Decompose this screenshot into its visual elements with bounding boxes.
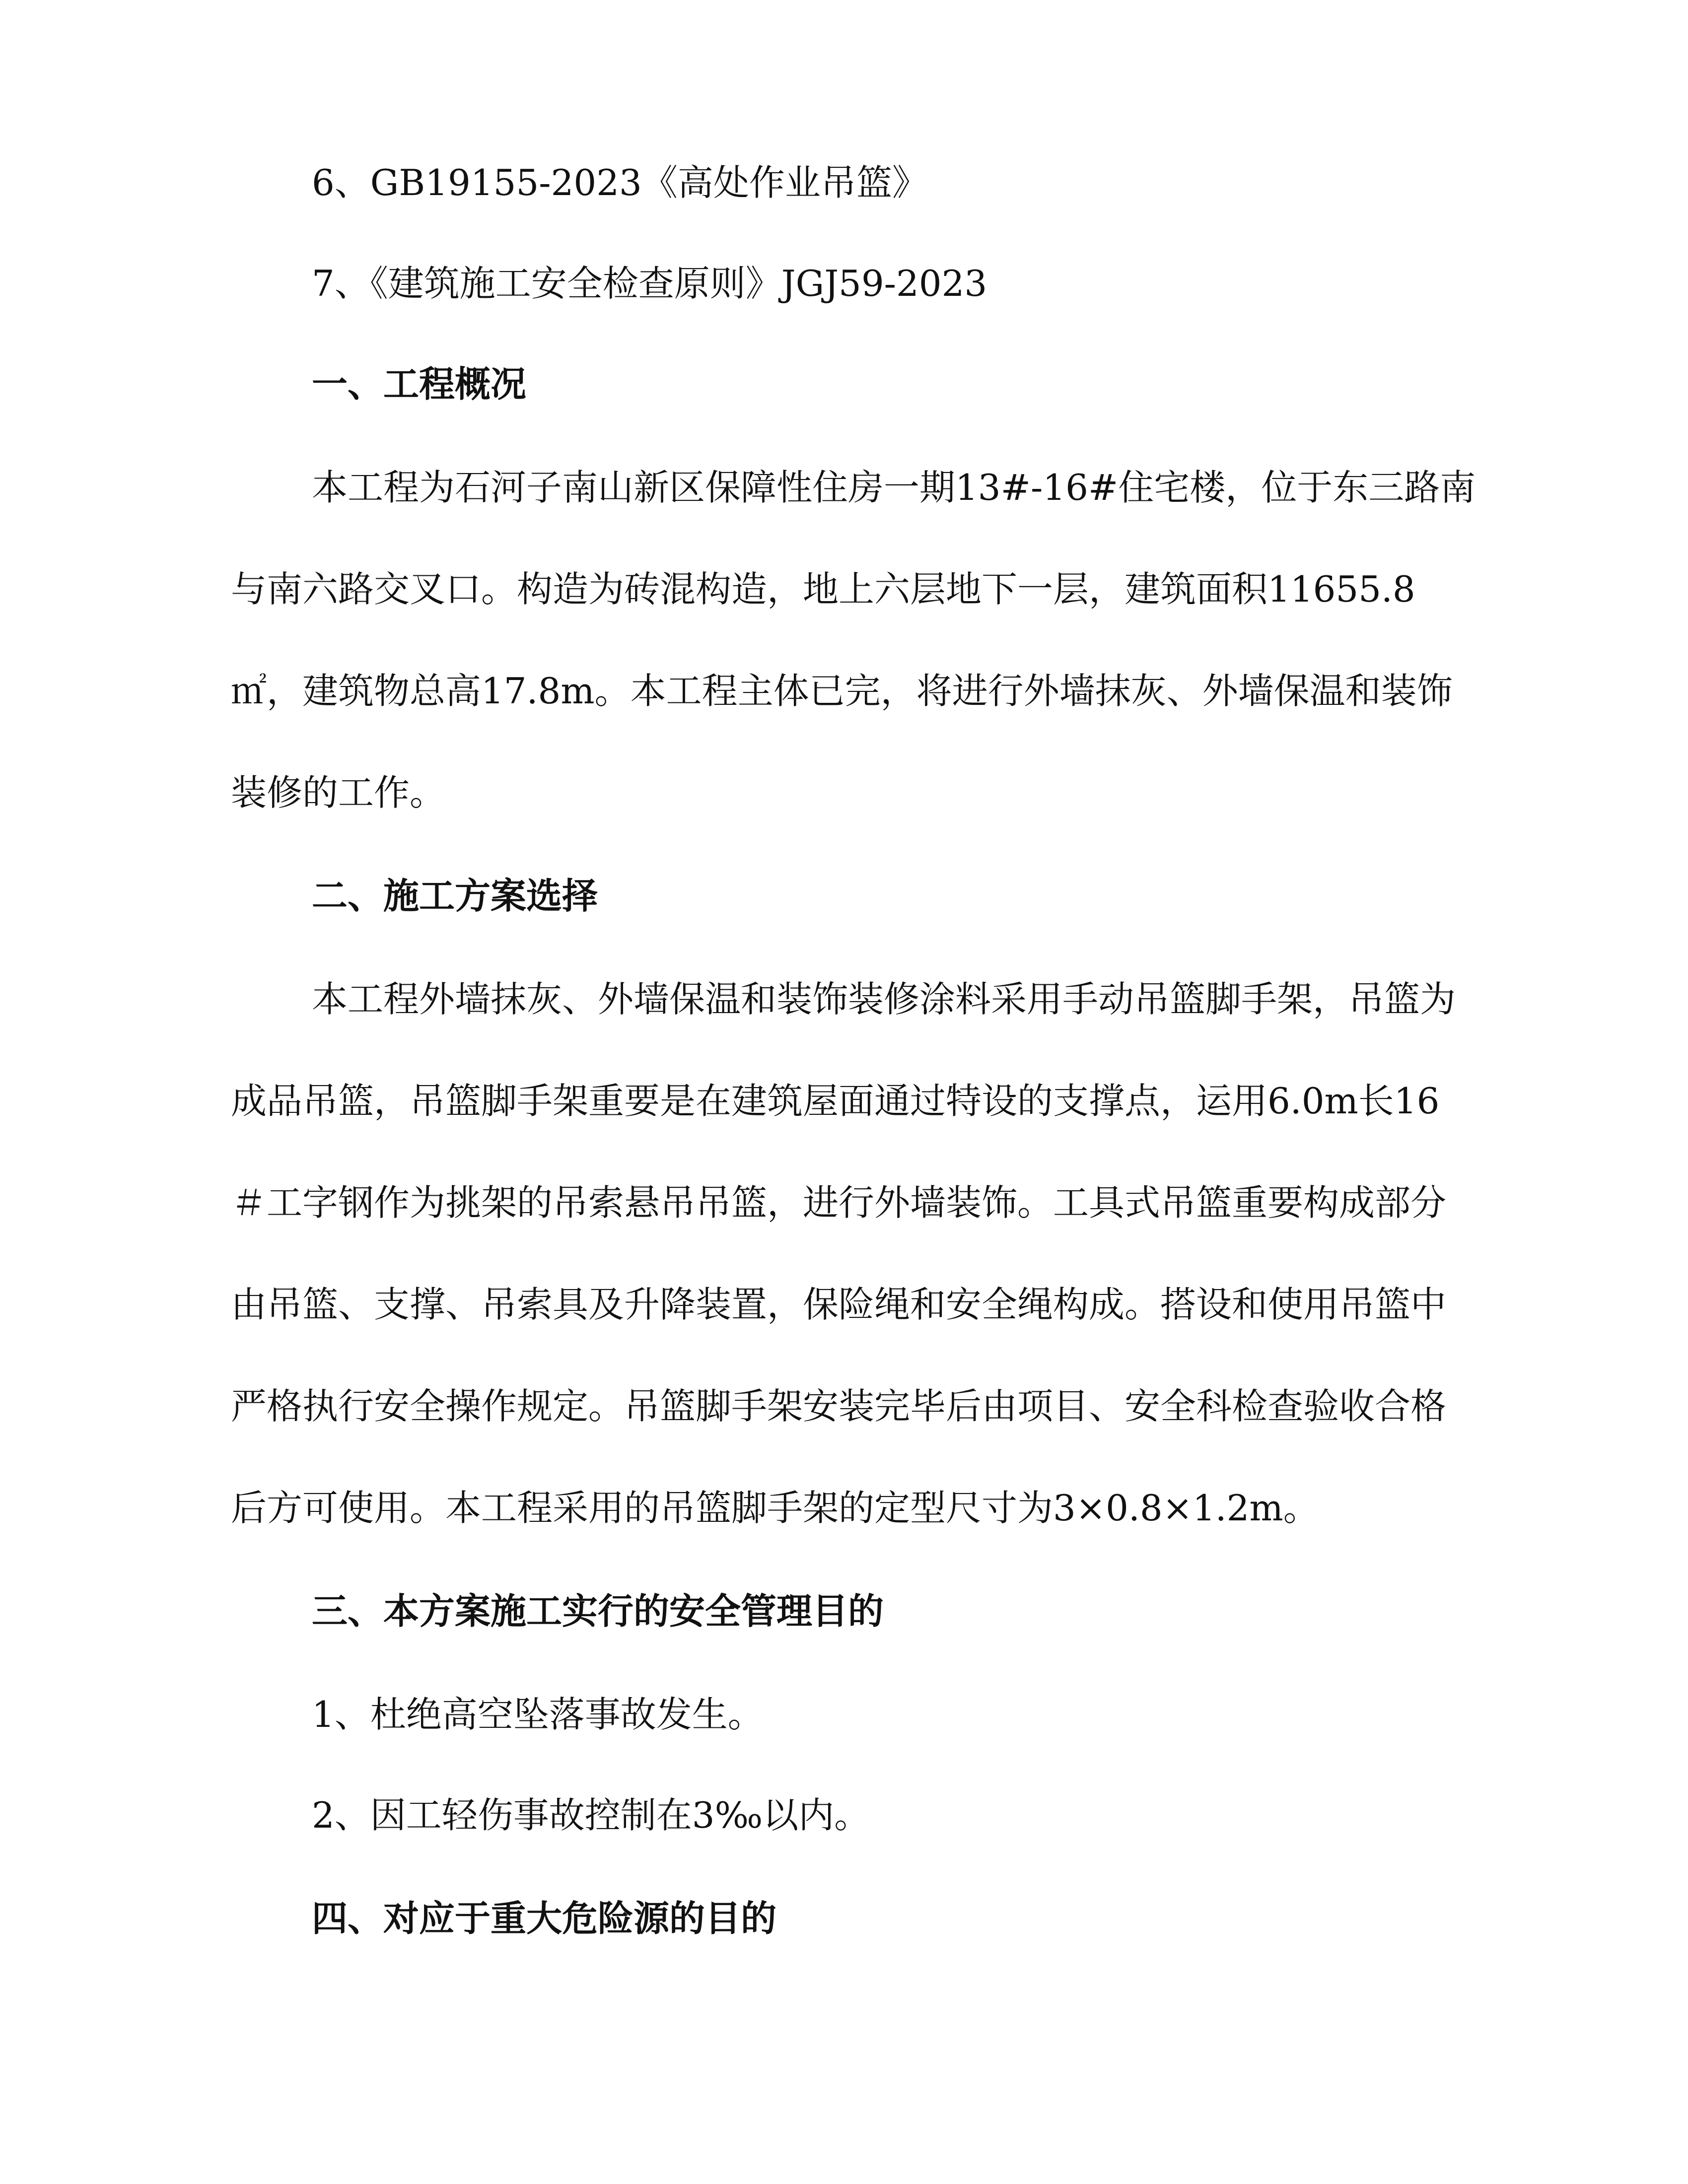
goal-item-1: 1、杜绝高空坠落事故发生。 <box>312 1694 764 1735</box>
paragraph-line: 后方可使用。本工程采用的吊篮脚手架的定型尺寸为3×0.8×1.2m。 <box>231 1487 1319 1529</box>
paragraph-line: ＃工字钢作为挑架的吊索悬吊吊篮，进行外墙装饰。工具式吊篮重要构成部分 <box>231 1182 1447 1224</box>
paragraph-line: 本工程外墙抹灰、外墙保温和装饰装修涂料采用手动吊篮脚手架，吊篮为 <box>312 978 1456 1020</box>
paragraph-line: 成品吊篮，吊篮脚手架重要是在建筑屋面通过特设的支撑点，运用6.0m长16 <box>231 1080 1440 1122</box>
section-heading-4: 四、对应于重大危险源的目的 <box>312 1897 777 1939</box>
goal-item-2: 2、因工轻伤事故控制在3‰以内。 <box>312 1794 870 1836</box>
section-heading-1: 一、工程概况 <box>312 363 527 405</box>
paragraph-line: 与南六路交叉口。构造为砖混构造，地上六层地下一层，建筑面积11655.8 <box>231 568 1415 610</box>
paragraph-line: 严格执行安全操作规定。吊篮脚手架安装完毕后由项目、安全科检查验收合格 <box>231 1385 1447 1427</box>
paragraph-line: 装修的工作。 <box>231 772 446 814</box>
reference-item-7: 7、《建筑施工安全检查原则》JGJ59-2023 <box>312 263 987 304</box>
paragraph-line: 本工程为石河子南山新区保障性住房一期13#-16#住宅楼，位于东三路南 <box>312 467 1476 508</box>
paragraph-line: 由吊篮、支撑、吊索具及升降装置，保险绳和安全绳构成。搭设和使用吊篮中 <box>231 1284 1447 1325</box>
section-heading-2: 二、施工方案选择 <box>312 875 598 917</box>
section-heading-3: 三、本方案施工实行的安全管理目的 <box>312 1590 884 1632</box>
paragraph-line: ㎡，建筑物总高17.8m。本工程主体已完，将进行外墙抹灰、外墙保温和装饰 <box>231 670 1453 712</box>
reference-item-6: 6、GB19155-2023《高处作业吊篮》 <box>312 162 928 204</box>
